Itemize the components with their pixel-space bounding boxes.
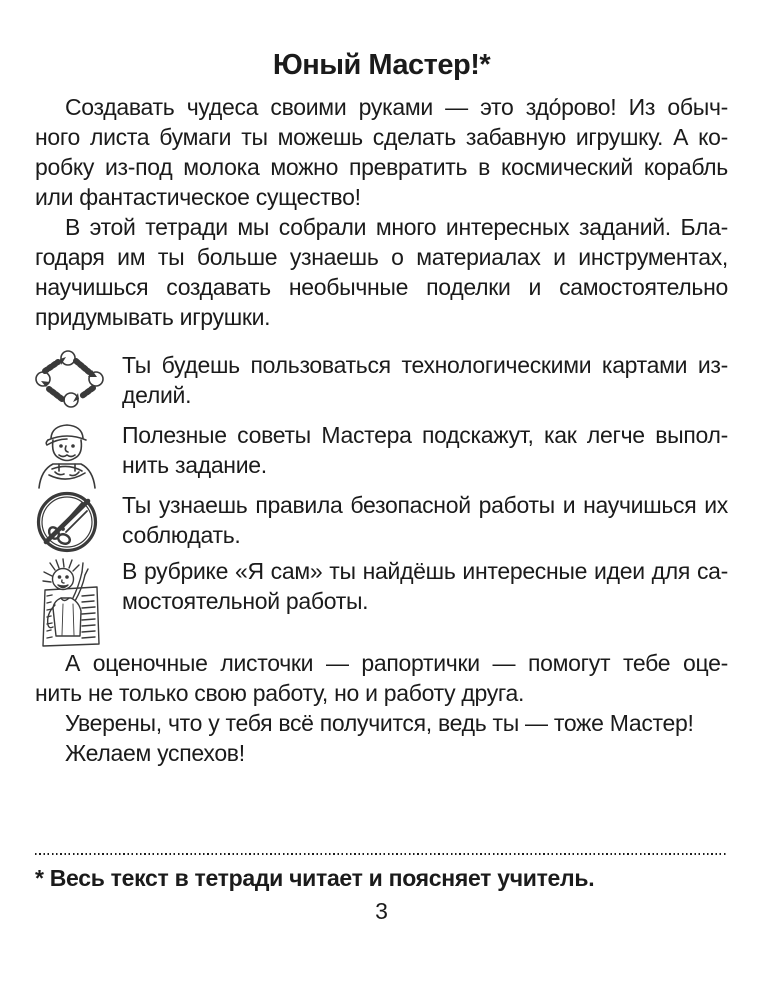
- text-line: научишься создавать необычные поделки и самостоятельно: [35, 274, 728, 300]
- closing-paragraph-1: [35, 648, 728, 708]
- page-number: 3: [375, 898, 388, 924]
- text-line: мостоятельной работы.: [122, 588, 369, 614]
- text-line: Ты узнаешь правила безопасной работы и научишься их: [122, 492, 728, 518]
- closing-paragraph-3: [35, 738, 728, 768]
- text-line: соблюдать.: [122, 522, 241, 548]
- text-line: Полезные советы Мастера подскажут, как легче выпол-: [122, 422, 728, 448]
- legend-text: [122, 350, 728, 410]
- intro-paragraph-2: [35, 212, 728, 332]
- text-line: А оценочные листочки — рапортички — помогут тебе оце-: [65, 650, 728, 676]
- text-line: делий.: [122, 382, 192, 408]
- text-line: В рубрике «Я сам» ты найдёшь интересные идеи для са-: [122, 558, 728, 584]
- text-line: Уверены, что у тебя всё получится, ведь ты — тоже Мастер!: [65, 710, 694, 736]
- text-line: В этой тетради мы собрали много интересных заданий. Бла-: [65, 214, 728, 240]
- footnote-divider: [35, 853, 728, 855]
- legend-item-master-advice: [35, 420, 728, 490]
- legend-item-tech-cards: [35, 350, 728, 410]
- text-line: ного листа бумаги ты можешь сделать забавную игрушку. А ко-: [35, 124, 728, 150]
- page-title: Юный Мастер!*: [272, 49, 491, 81]
- tech-cards-cycle-icon: [35, 350, 122, 408]
- text-line: или фантастическое существо!: [35, 184, 361, 210]
- legend-text: [122, 490, 728, 550]
- text-line: нить задание.: [122, 452, 267, 478]
- text-line: робку из-под молока можно превратить в космический корабль: [35, 154, 728, 180]
- master-advice-icon: [35, 420, 122, 490]
- boy-pointing-icon: [35, 556, 122, 648]
- text-line: Ты будешь пользоваться технологическими картами из-: [122, 352, 728, 378]
- no-scissors-safety-icon: [35, 490, 122, 554]
- text-line: нить не только свою работу, но и работу друга.: [35, 680, 525, 706]
- text-line: годаря им ты больше узнаешь о материалах и инструментах,: [35, 244, 728, 270]
- legend-item-ya-sam: [35, 556, 728, 648]
- text-line: придумывать игрушки.: [35, 304, 271, 330]
- page-footer: [35, 853, 728, 925]
- legend-text: [122, 556, 728, 616]
- text-line: Желаем успехов!: [65, 740, 245, 766]
- closing-paragraph-2: [35, 708, 728, 738]
- intro-paragraph-1: [35, 92, 728, 212]
- text-line: Создавать чудеса своими руками — это здо́рово! Из обыч-: [65, 94, 728, 120]
- legend-text: [122, 420, 728, 480]
- legend-item-safety-rules: [35, 490, 728, 554]
- legend-list: [35, 350, 728, 648]
- footnote-text: * Весь текст в тетради читает и поясняет учитель.: [35, 865, 595, 891]
